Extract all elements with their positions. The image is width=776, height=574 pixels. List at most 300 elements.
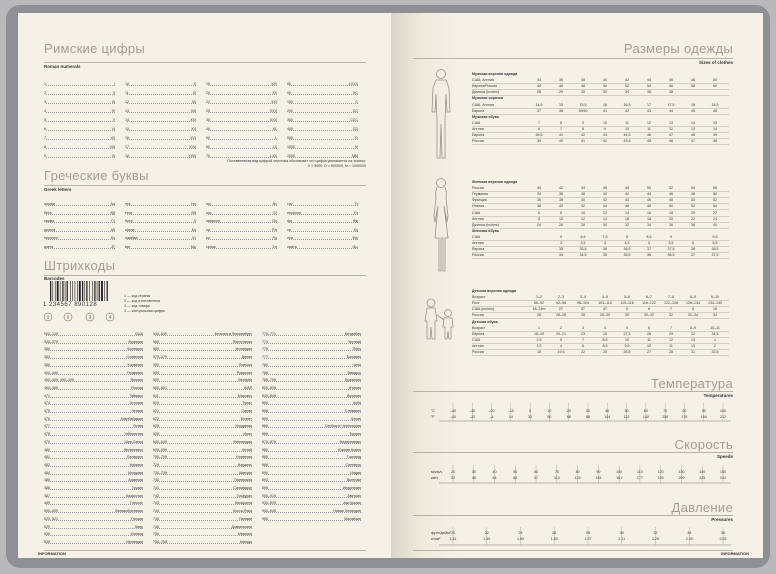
size-cell: 6	[648, 307, 650, 312]
size-row-label: Англия	[472, 126, 484, 131]
roman-table-value: XVIII	[188, 154, 196, 158]
roman-table-key: 2000	[287, 154, 295, 158]
bar-table-value: Казахстан	[126, 493, 143, 498]
size-cell: 12	[581, 216, 585, 221]
bar-table-key: 750	[153, 532, 159, 537]
scale-value: 24	[518, 531, 523, 535]
scale-value: 104	[604, 414, 611, 419]
greek-divider	[44, 185, 366, 186]
size-cell: 6–7	[646, 295, 652, 300]
roman-table-value: C	[355, 100, 358, 104]
barcode-image	[42, 281, 114, 315]
bar-table-key: 471	[44, 393, 50, 398]
roman-table-key: 70	[206, 154, 210, 158]
bar-table-value: Португалия	[232, 339, 252, 344]
bar-table-value: Узбекистан	[124, 432, 143, 437]
size-cell: 48	[581, 84, 585, 89]
barcode-bar	[89, 281, 90, 301]
scale-value: –30	[469, 409, 476, 413]
scale-value: 1,69	[517, 536, 524, 541]
leader-dots	[155, 355, 252, 359]
leader-dots	[46, 332, 143, 336]
leader-dots	[264, 347, 361, 351]
size-cell: 40	[603, 192, 607, 197]
roman-table-value: MM	[352, 154, 358, 158]
size-cell: 18–19	[534, 331, 544, 336]
size-cell: 35	[603, 253, 607, 258]
size-cell: 27	[647, 350, 651, 354]
footer-left: INFORMATION	[38, 551, 66, 556]
scale-value: 30	[471, 470, 476, 474]
size-cell: 12	[669, 126, 673, 131]
leader-dots	[127, 127, 196, 131]
bar-table-value: Тунис	[242, 401, 252, 406]
size-cell: 28–30	[600, 313, 610, 318]
leader-dots	[264, 401, 361, 405]
bar-table-value: Хорватия	[127, 362, 143, 367]
greek-table-value: Ππ	[271, 227, 277, 232]
size-cell: 22	[691, 216, 695, 221]
roman-table-key: 16	[125, 136, 129, 140]
bar-table-key: 474	[44, 401, 50, 406]
scale-value: 10	[547, 409, 552, 413]
bar-table-key: 888	[262, 462, 268, 467]
scale-value: 50	[547, 414, 552, 419]
pressure-subtitle: Pressures	[711, 517, 733, 522]
woman-silhouette-icon	[429, 176, 453, 276]
roman-table-key: 14	[125, 118, 129, 122]
size-row-label: Англия	[472, 343, 484, 348]
bar-table-value: Эквадор	[346, 370, 361, 375]
size-cell: 10	[603, 120, 607, 125]
size-cell: 42	[581, 204, 585, 209]
size-cell: 14,5	[535, 102, 543, 107]
bar-table-value: Колумбия	[344, 332, 361, 336]
scale-value: 22	[484, 531, 489, 535]
barcode-legend-item: 3 — код товара	[124, 304, 150, 308]
size-cell: 40	[559, 204, 563, 209]
roman-table-value: XX	[272, 91, 277, 95]
bar-table-value: Великобритания	[115, 509, 143, 514]
leader-dots	[155, 401, 252, 405]
scale-row-label: кг/см²	[431, 536, 441, 541]
size-cell: 18	[647, 216, 651, 221]
bar-table-value: Египет	[240, 416, 252, 421]
bar-table-key: 479	[44, 439, 50, 444]
size-cell: 32	[603, 90, 607, 95]
greek-table-key: дельта	[44, 227, 56, 232]
footer-right: INFORMATION	[721, 551, 749, 556]
scale-value: 97	[534, 475, 539, 480]
barcode-bar	[79, 281, 81, 301]
scale-value: 30	[619, 531, 624, 535]
bar-table-value: Коста-Рика	[233, 509, 252, 514]
leader-dots	[155, 432, 252, 436]
greek-table-key: фи	[287, 219, 292, 223]
size-cell: 34	[559, 253, 563, 258]
size-cell: 48	[691, 78, 695, 83]
size-cell: 11	[647, 337, 651, 342]
bar-table-key: 742	[153, 493, 159, 498]
roman-table-value: XII	[191, 100, 196, 104]
bar-table-key: 700–709	[153, 455, 167, 460]
size-cell: 35	[559, 247, 563, 252]
bar-table-key: 482	[44, 462, 50, 467]
size-cell: 40	[537, 186, 541, 191]
leader-dots	[127, 136, 196, 140]
speed-title: Скорость	[674, 437, 733, 452]
greek-table-key: пси	[287, 236, 293, 240]
size-cell: 26	[559, 222, 563, 227]
size-cell: 38	[559, 198, 563, 203]
bar-table-key: 754–755	[153, 539, 167, 544]
leader-dots	[46, 517, 143, 521]
bar-table-value: Вьетнам	[346, 478, 361, 483]
bar-table-key: 300–379	[44, 339, 58, 344]
size-cell: 30	[625, 313, 629, 318]
greek-table-key: омега	[287, 244, 297, 249]
bar-table-value: Сирия	[241, 409, 252, 413]
scale-value: 2,39	[685, 536, 693, 541]
size-cell: 48	[625, 186, 629, 191]
size-cell: 49	[713, 133, 717, 137]
scale-value: 194	[700, 414, 707, 419]
size-cell: 8	[582, 126, 584, 131]
bar-table-key: 619	[153, 401, 159, 406]
scale-value: 1,55	[483, 536, 491, 541]
barcode-marker-label: 3	[88, 314, 92, 320]
scale-value: 80	[682, 409, 687, 413]
size-cell: 36	[559, 78, 563, 83]
bar-table-value: Шри-Ланка	[124, 439, 143, 444]
size-row-label: Англия	[472, 241, 484, 245]
size-cell: 32	[669, 313, 673, 318]
bar-table-key: 480	[44, 447, 50, 452]
size-cell: 39	[537, 139, 541, 144]
size-row-label: Возраст	[472, 325, 486, 330]
leader-dots	[264, 432, 361, 436]
leader-dots	[46, 219, 115, 223]
leader-dots	[289, 100, 358, 104]
bar-table-value: Сербия и Черногория	[324, 424, 361, 429]
size-cell: 7	[670, 325, 672, 330]
size-cell: 5	[626, 325, 628, 330]
greek-table-value: Ιι	[194, 219, 196, 223]
roman-table-value: XI	[192, 91, 196, 95]
roman-table-value: II	[113, 91, 115, 95]
bar-table-key: 893	[262, 478, 268, 483]
size-cell: 4	[560, 343, 562, 348]
size-cell: 36	[537, 198, 541, 203]
bar-table-value: Литва	[133, 424, 143, 429]
temperature-scale	[431, 399, 736, 429]
scale-value: 36	[721, 531, 725, 535]
size-cell: 54	[647, 84, 651, 89]
leader-dots	[46, 91, 115, 95]
size-cell: 40	[603, 78, 607, 83]
roman-table-value: XVII	[189, 145, 196, 149]
bar-table-value: Гонконг	[130, 501, 143, 506]
bar-table-key: 770–771	[262, 332, 276, 336]
size-row-label: Рост	[472, 301, 480, 306]
size-row-label: США	[472, 337, 481, 342]
scale-value: 212	[720, 414, 726, 419]
size-cell: 44,5	[623, 133, 631, 137]
bar-table-key: 890	[262, 470, 268, 475]
barcode-marker-label: 1	[46, 314, 50, 320]
bar-table-value: Индонезия	[342, 486, 361, 490]
leader-dots	[208, 202, 277, 206]
barcode-bar	[86, 281, 87, 301]
roman-table-key: 25	[206, 109, 210, 113]
bar-table-key: 780	[262, 362, 268, 367]
size-cell: 37,5	[667, 247, 675, 252]
roman-table-key: 200	[287, 109, 293, 113]
size-cell: 46	[559, 84, 563, 89]
size-cell: 52	[713, 198, 717, 203]
leader-dots	[208, 118, 277, 122]
bar-table-value: Армения	[128, 478, 143, 483]
size-cell: 6	[538, 210, 540, 215]
leader-dots	[289, 245, 358, 249]
size-cell: 42	[625, 192, 629, 197]
man-silhouette-icon	[429, 68, 453, 164]
size-cell: 11	[669, 343, 673, 348]
size-cell: 104–110	[598, 301, 612, 306]
size-row-label: Россия	[472, 186, 484, 191]
scale-value: 60	[643, 409, 648, 413]
size-cell: 12	[669, 337, 673, 342]
scale-value: –22	[469, 414, 476, 419]
greek-table-key: йота	[125, 219, 133, 223]
bar-table-key: 899	[262, 486, 268, 490]
size-cell: 10	[559, 216, 563, 221]
size-cell: 48	[691, 133, 695, 137]
leader-dots	[127, 109, 196, 113]
leader-dots	[208, 211, 277, 215]
scale-value: 1,83	[550, 536, 558, 541]
size-cell: 12	[603, 210, 607, 215]
roman-table-value: D	[355, 136, 358, 140]
size-cell: 50	[691, 198, 695, 203]
roman-note-2: V = 5000, D = 500000, M = 1000000	[307, 164, 366, 168]
bar-table-value: Южная Корея	[338, 447, 361, 452]
leader-dots	[127, 145, 196, 149]
size-cell: 5	[560, 234, 562, 239]
size-cell: 54	[713, 204, 717, 209]
barcode-bar	[84, 281, 85, 301]
size-group-header: Женская верхняя одежда	[472, 180, 518, 184]
scale-value: 177	[636, 475, 643, 480]
barcode-bar	[52, 281, 53, 301]
bar-table-value: Марокко	[237, 393, 252, 398]
size-cell: 86–92	[534, 301, 544, 306]
size-cell: 116–122	[642, 301, 656, 306]
size-cell: 5	[648, 241, 650, 245]
bar-table-key: 858	[262, 409, 268, 413]
size-cell: 46	[669, 78, 673, 83]
greek-subtitle: Greek letters	[44, 187, 72, 192]
leader-dots	[46, 82, 115, 86]
roman-table-key: 7	[44, 136, 46, 140]
bar-table-value: Германия	[126, 370, 143, 375]
roman-table-value: XC	[353, 91, 358, 95]
leader-dots	[127, 236, 196, 240]
size-cell: 36	[647, 90, 651, 95]
size-cell: 46	[713, 108, 717, 113]
leader-dots	[155, 517, 252, 521]
bar-table-value: Австралия	[343, 501, 361, 506]
scale-value: 113	[553, 475, 560, 480]
bar-table-value: Мексика	[237, 532, 252, 537]
roman-table-key: 6	[44, 127, 46, 131]
size-cell: 10	[581, 210, 585, 215]
bar-table-key: 930–939	[262, 501, 276, 506]
bar-table-value: Италия	[348, 385, 361, 390]
size-cell: 35,5	[579, 247, 587, 252]
scale-value: 80	[513, 475, 518, 480]
pressure-divider	[413, 515, 733, 516]
size-cell: 24	[713, 216, 717, 221]
size-cell: 43	[603, 133, 607, 137]
leader-dots	[289, 91, 358, 95]
size-cell: 11	[625, 120, 629, 125]
bar-table-value: Беларусь	[127, 455, 143, 460]
size-cell: 32	[625, 222, 629, 227]
size-cell: 41	[603, 108, 607, 113]
bar-table-value: Малайзия	[344, 516, 361, 521]
leader-dots	[289, 211, 358, 215]
size-cell: 92–98	[556, 301, 566, 306]
scale-value: 30	[586, 409, 590, 413]
size-cell: 13	[669, 120, 673, 125]
leader-dots	[46, 154, 115, 158]
size-cell: 60	[713, 84, 717, 89]
size-group-header: Женская обувь	[472, 228, 500, 233]
greek-table-key: ню	[206, 202, 211, 206]
scale-value: 32	[653, 531, 658, 535]
roman-table-value: CCC	[350, 118, 358, 122]
size-cell: 8	[538, 216, 540, 221]
roman-table-value: I	[114, 82, 115, 86]
size-cell: 15	[559, 102, 563, 107]
greek-table-value: Μμ	[190, 244, 196, 249]
size-cell: 38,5	[711, 247, 719, 252]
scale-value: 20	[566, 409, 571, 413]
scale-value: 86	[586, 414, 590, 419]
size-cell: 44	[647, 78, 651, 83]
bar-table-key: 777	[262, 355, 268, 360]
size-cell: 6	[692, 241, 694, 245]
leader-dots	[289, 109, 358, 113]
greek-table-value: Φφ	[352, 219, 358, 223]
bar-table-key: 539	[44, 539, 50, 544]
size-cell: 45	[647, 139, 651, 144]
leader-dots	[155, 471, 252, 475]
scale-value: 90	[701, 409, 706, 413]
bar-table-value: Иран	[243, 432, 252, 437]
size-cell: 18,5	[711, 102, 719, 107]
size-cell: 38	[691, 247, 695, 252]
scale-value: 28	[586, 531, 590, 535]
roman-table-key: 4	[44, 109, 46, 113]
barcode-bar	[72, 281, 73, 301]
bar-table-key: 740	[153, 478, 159, 483]
size-cell: 7–8	[668, 295, 674, 300]
greek-table-key: кси	[206, 210, 212, 215]
scale-value: 100	[616, 470, 623, 474]
size-cell: 26–28	[556, 313, 566, 318]
greek-table-key: тета	[125, 210, 133, 215]
bar-table-value: Румыния	[236, 370, 252, 375]
bar-table-value: Китай	[242, 447, 252, 452]
scale-value: 32	[528, 414, 533, 419]
leader-dots	[127, 202, 196, 206]
greek-table-value: Οο	[272, 219, 277, 223]
size-cell: 52	[691, 204, 695, 209]
size-cell: 14	[625, 210, 629, 215]
size-cell: 110–116	[620, 301, 634, 306]
leader-dots	[46, 228, 115, 232]
size-cell: 13	[691, 126, 695, 131]
leader-dots	[289, 145, 358, 149]
bar-table-value: Грузия	[131, 486, 143, 490]
barcode-bar	[99, 281, 100, 301]
leader-dots	[208, 100, 277, 104]
leader-dots	[46, 145, 115, 149]
leader-dots	[127, 91, 196, 95]
barcode-bar	[50, 281, 51, 301]
bar-table-value: Мальта	[130, 532, 143, 537]
size-cell: 2–3	[558, 295, 564, 300]
size-cell: 5–6	[624, 295, 630, 300]
barcode-bar	[107, 281, 108, 301]
size-cell: 44	[669, 108, 673, 113]
size-cell: 35,5	[623, 253, 631, 258]
bar-table-key: 475	[44, 409, 50, 413]
scale-value: 0	[529, 409, 532, 413]
size-cell: 128–134	[686, 301, 700, 306]
size-cell: 1,5	[536, 343, 542, 348]
size-cell: 39/40	[578, 108, 588, 113]
scale-row-label: фунт/дюйм²	[431, 531, 451, 535]
barcode-bar	[101, 281, 103, 301]
size-cell: 4T	[602, 307, 608, 312]
leader-dots	[289, 219, 358, 223]
size-row-label: Европа	[472, 133, 485, 137]
right-page	[391, 13, 763, 558]
scale-value: –20	[488, 409, 495, 413]
barcode-markers	[42, 311, 122, 323]
leader-dots	[289, 202, 358, 206]
scale-value: 90	[596, 470, 601, 474]
size-row-label: Джинсы (inches)	[472, 222, 499, 227]
greek-table-value: Γγ	[111, 219, 115, 223]
leader-dots	[208, 228, 277, 232]
size-cell: 50	[647, 186, 651, 191]
size-cell: 47	[669, 133, 673, 137]
size-row-label: Франция	[472, 198, 487, 203]
size-cell: 46	[603, 186, 607, 191]
size-cell: 23	[581, 331, 585, 336]
roman-table-value: CC	[352, 109, 358, 113]
bar-table-key: 535	[44, 532, 50, 537]
bar-table-key: 484	[44, 470, 50, 475]
greek-table-key: гамма	[44, 219, 55, 223]
roman-table-value: XIII	[190, 109, 196, 113]
barcode-bar	[94, 281, 95, 301]
barcode-legend-item: 4 — контрольная цифра	[124, 309, 165, 313]
